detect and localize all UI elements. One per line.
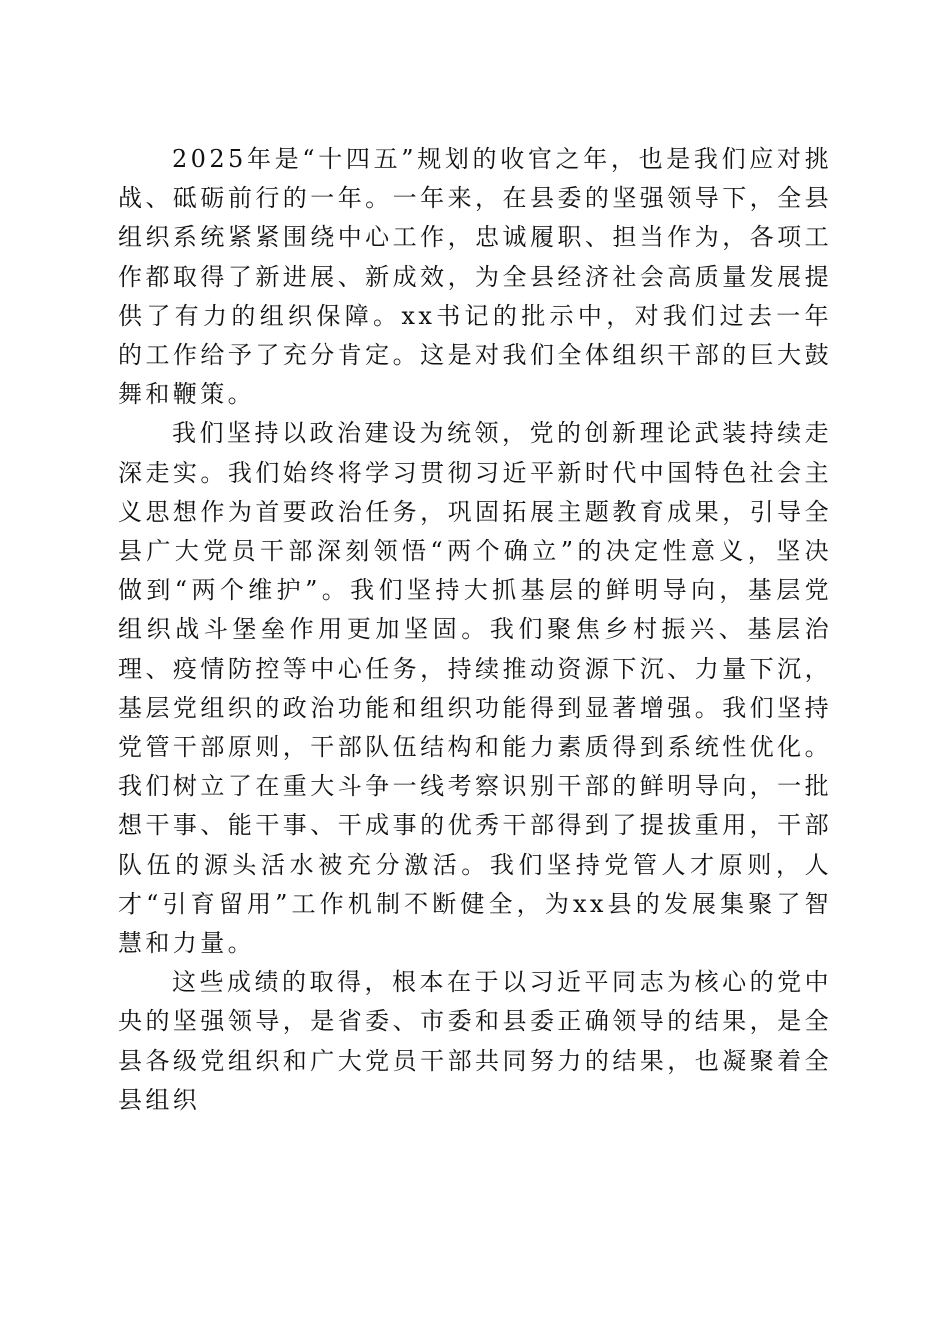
paragraph-1: 2025年是“十四五”规划的收官之年，也是我们应对挑战、砥砺前行的一年。一年来，在县委的坚强领导下，全县组织系统紧紧围绕中心工作，忠诚履职、担当作为，各项工作都取得了新进展、新成效，为全县经济社会高质量发展提供了有力的组织保障。xx书记的批示中，对我们过去一年的工作给予了充分肯定。这是对我们全体组织干部的巨大鼓舞和鞭策。 [118, 145, 832, 409]
paragraph-2: 我们坚持以政治建设为统领，党的创新理论武装持续走深走实。我们始终将学习贯彻习近平新时代中国特色社会主义思想作为首要政治任务，巩固拓展主题教育成果，引导全县广大党员干部深刻领悟“两个确立”的决定性意义，坚决做到“两个维护”。我们坚持大抓基层的鲜明导向，基层党组织战斗堡垒作用更加坚固。我们聚焦乡村振兴、基层治理、疫情防控等中心任务，持续推动资源下沉、力量下沉，基层党组织的政治功能和组织功能得到显著增强。我们坚持党管干部原则，干部队伍结构和能力素质得到系统性优化。我们树立了在重大斗争一线考察识别干部的鲜明导向，一批想干事、能干事、干成事的优秀干部得到了提拔重用，干部队伍的源头活水被充分激活。我们坚持党管人才原则，人才“引育留用”工作机制不断健全，为xx县的发展集聚了智慧和力量。 [118, 419, 832, 958]
paragraph-3: 这些成绩的取得，根本在于以习近平同志为核心的党中央的坚强领导，是省委、市委和县委正确领导的结果，是全县各级党组织和广大党员干部共同努力的结果，也凝聚着全县组织 [118, 968, 832, 1114]
document-body [118, 140, 832, 1120]
